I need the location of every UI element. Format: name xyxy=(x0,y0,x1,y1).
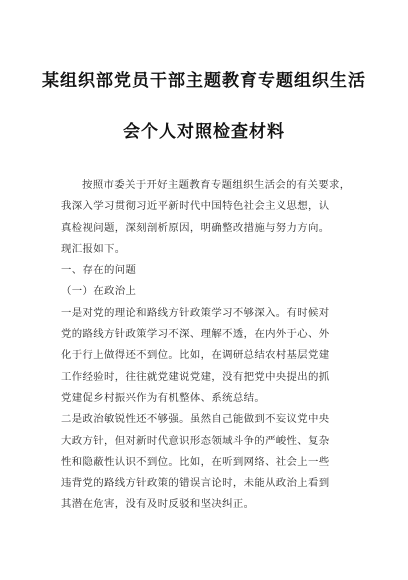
document-body xyxy=(61,175,353,516)
document-title-line-1: 某组织部党员干部主题教育专题组织生活 xyxy=(42,71,366,91)
body-line: 现汇报如下。 xyxy=(61,242,126,255)
body-line: 二是政治敏锐性还不够强。虽然自己能做到不妄议党中央 xyxy=(61,413,330,426)
body-line: 一是对党的理论和路线方针政策学习不够深入。有时候对 xyxy=(61,306,330,319)
body-line: 党建促乡村振兴作为有机整体、系统总结。 xyxy=(61,391,266,404)
body-line: 化于行上做得还不到位。比如，在调研总结农村基层党建 xyxy=(61,349,330,362)
subsection-heading: （一）在政治上 xyxy=(61,285,137,298)
body-line: 违背党的路线方针政策的错误言论时，未能从政治上看到 xyxy=(61,477,330,490)
document-title-line-2: 会个人对照检查材料 xyxy=(123,122,285,142)
body-line: 党的路线方针政策学习不深、理解不透，在内外于心、外 xyxy=(61,328,330,341)
body-line: 工作经验时，往往就党建说党建，没有把党中央提出的抓 xyxy=(61,370,330,383)
body-line: 性和隐蔽性认识不到位。比如，在听到网络、社会上一些 xyxy=(61,455,330,468)
body-line: 按照市委关于开好主题教育专题组织生活会的有关要求， xyxy=(82,179,351,191)
body-line: 我深入学习贯彻习近平新时代中国特色社会主义思想，认 xyxy=(61,200,330,213)
section-heading: 一、存在的问题 xyxy=(61,264,137,277)
body-line: 真检视问题，深刻剖析原因，明确整改措施与努力方向。 xyxy=(61,221,330,234)
body-line: 大政方针，但对新时代意识形态领域斗争的严峻性、复杂 xyxy=(61,434,330,447)
body-line: 其潜在危害，没有及时反驳和坚决纠正。 xyxy=(61,498,255,511)
